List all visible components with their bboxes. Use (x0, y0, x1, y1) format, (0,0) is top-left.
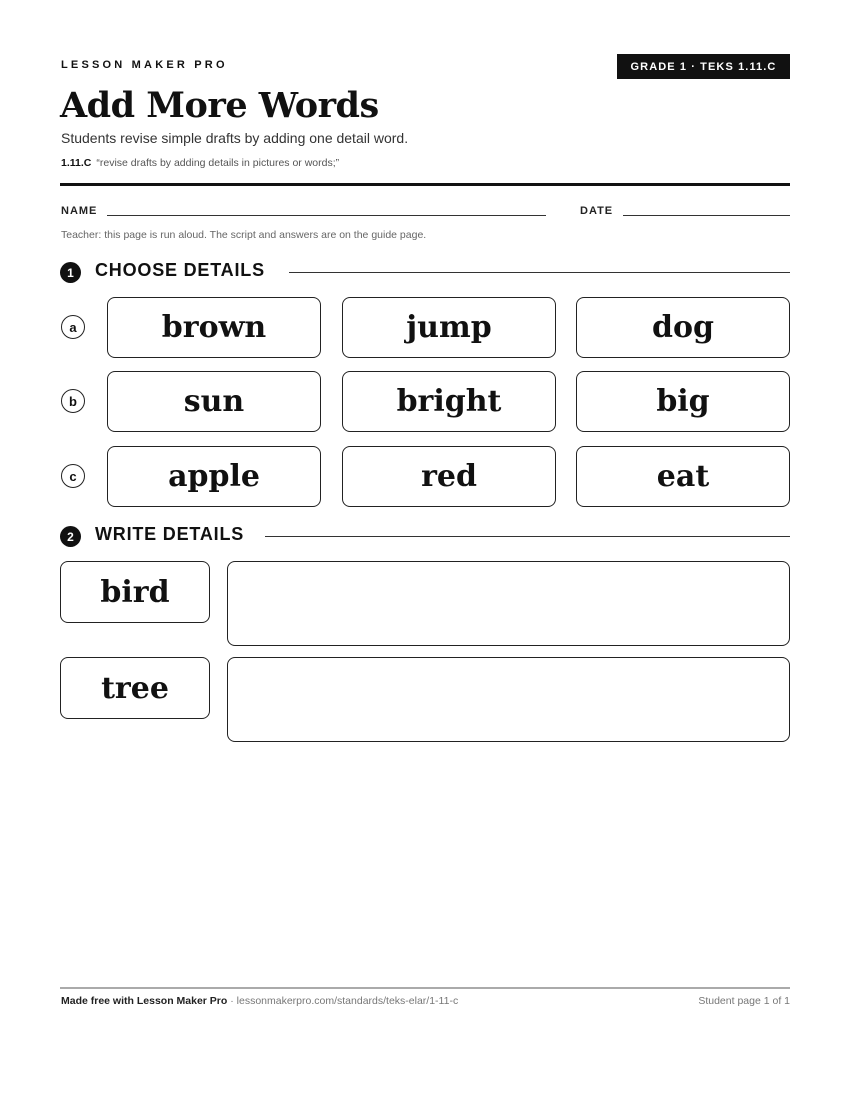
name-label: NAME (61, 205, 98, 217)
word-card-eat[interactable]: eat (576, 446, 790, 507)
word-card-apple[interactable]: apple (107, 446, 321, 507)
section-1-rule (289, 272, 790, 273)
word-card-brown[interactable]: brown (107, 297, 321, 358)
date-label: DATE (580, 205, 614, 217)
teacher-note: Teacher: this page is run aloud. The script and answers are on the guide page. (61, 229, 427, 241)
word-card-sun[interactable]: sun (107, 371, 321, 432)
page-title: Add More Words (60, 85, 379, 126)
write-box-bird[interactable] (227, 561, 790, 646)
word-card-dog[interactable]: dog (576, 297, 790, 358)
section-1-title: CHOOSE DETAILS (95, 260, 265, 280)
word-card-red[interactable]: red (342, 446, 556, 507)
word-card-bright[interactable]: bright (342, 371, 556, 432)
name-line[interactable] (107, 215, 546, 216)
footer-page-number: Student page 1 of 1 (698, 995, 790, 1007)
footer-divider (60, 987, 790, 989)
footer-url[interactable]: · lessonmakerpro.com/standards/teks-elar/1-11-c (227, 995, 459, 1007)
word-card-big[interactable]: big (576, 371, 790, 432)
page-subtitle: Students revise simple drafts by adding one detail word. (61, 130, 409, 146)
write-box-tree[interactable] (227, 657, 790, 742)
grade-badge: GRADE 1 · TEKS 1.11.C (617, 54, 790, 79)
row-letter-b: b (61, 389, 85, 413)
standard-text: “revise drafts by adding details in pictures or words;” (96, 157, 340, 169)
row-letter-c: c (61, 464, 85, 488)
standard-line (61, 157, 339, 169)
section-2-title: WRITE DETAILS (95, 524, 245, 544)
write-word-bird: bird (60, 561, 210, 623)
footer-made-with: Made free with Lesson Maker Pro (61, 995, 228, 1007)
section-1-number: 1 (60, 262, 81, 283)
section-2-rule (265, 536, 790, 537)
brand-name: LESSON MAKER PRO (61, 59, 228, 71)
footer-credit (61, 995, 458, 1007)
section-2-number: 2 (60, 526, 81, 547)
date-line[interactable] (623, 215, 790, 216)
header-divider (60, 183, 790, 186)
write-word-tree: tree (60, 657, 210, 719)
standard-code: 1.11.C (61, 157, 92, 169)
word-card-jump[interactable]: jump (342, 297, 556, 358)
row-letter-a: a (61, 315, 85, 339)
